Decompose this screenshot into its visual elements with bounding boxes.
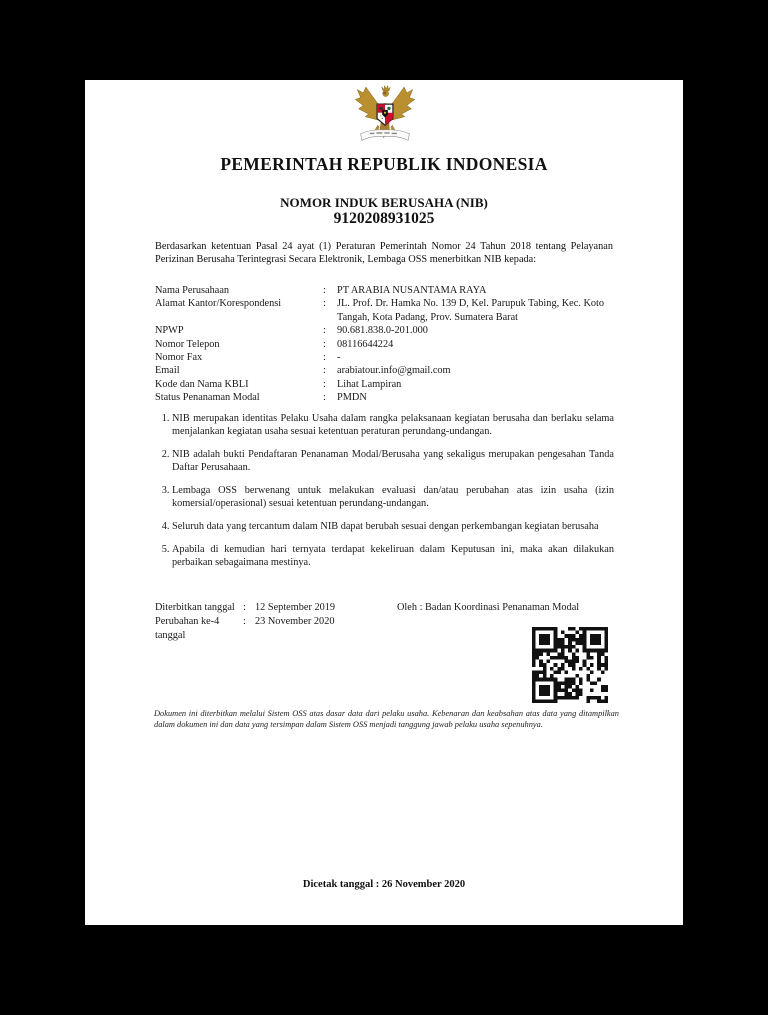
issued-date-colon: : — [243, 602, 246, 613]
detail-colon: : — [323, 352, 326, 364]
print-date: Dicetak tanggal : 26 November 2020 — [302, 879, 466, 890]
detail-row-email — [155, 364, 615, 377]
detail-colon: : — [323, 285, 326, 296]
garuda-pancasila-emblem — [352, 85, 418, 147]
detail-colon: : — [323, 365, 326, 377]
detail-label: Nomor Telepon — [155, 338, 220, 350]
detail-row-nama-perusahaan — [155, 284, 615, 297]
detail-colon: : — [323, 325, 326, 337]
detail-row-status-modal — [155, 391, 615, 404]
detail-label: Email — [155, 365, 180, 377]
provision-item: 3. Lembaga OSS berwenang untuk melakukan evaluasi dan/atau perubahan atas izin usaha (izin komersial/operasional) sesuai ketentuan perundang-undangan. — [172, 484, 614, 511]
government-title: PEMERINTAH REPUBLIK INDONESIA — [220, 154, 548, 174]
issued-date-value: 12 September 2019 — [255, 602, 336, 613]
certificate-page — [85, 80, 683, 925]
detail-value: 08116644224 — [337, 338, 394, 350]
detail-value: - — [337, 352, 341, 364]
detail-row-telepon — [155, 338, 615, 351]
detail-value: JL. Prof. Dr. Hamka No. 139 D, Kel. Parupuk Tabing, Kec. Koto Tangah, Kota Padang, Prov. Sumatera Barat — [337, 298, 605, 323]
revision-date-colon: : — [243, 615, 246, 627]
detail-value: 90.681.838.0-201.000 — [337, 325, 428, 337]
detail-label: Nomor Fax — [155, 352, 203, 364]
detail-row-npwp — [155, 324, 615, 337]
detail-colon: : — [323, 338, 326, 350]
company-details-table — [155, 284, 615, 405]
issuing-authority: Oleh : Badan Koordinasi Penanaman Modal — [397, 602, 580, 613]
detail-label: Nama Perusahaan — [155, 285, 230, 296]
detail-value: PMDN — [337, 392, 367, 404]
detail-row-alamat — [155, 297, 615, 324]
bhinneka-ribbon — [361, 130, 410, 141]
provision-item: 5. Apabila di kemudian hari ternyata terdapat kekeliruan dalam Keputusan ini, maka akan dilakukan perbaikan sebagaimana mestinya. — [172, 543, 614, 570]
provisions-list — [155, 412, 614, 579]
detail-colon: : — [323, 378, 326, 390]
detail-label: NPWP — [155, 325, 184, 337]
nib-number: 9120208931025 — [333, 210, 435, 227]
disclaimer-text: Dokumen ini diterbitkan melalui Sistem OSS atas dasar data dari pelaku usaha. Kebenaran dan keabsahan atas data yang ditampilkan dalam dokumen ini dan data yang tersimpan dalam Sistem OSS menjadi tanggung jawab pelaku usaha sepenuhnya. — [154, 709, 619, 729]
provision-item: 1. NIB merupakan identitas Pelaku Usaha dalam rangka pelaksanaan kegiatan berusaha dan berlaku selama menjalankan kegiatan usaha sesuai ketentuan peraturan perundang-undangan. — [172, 412, 614, 439]
pancasila-shield — [377, 104, 393, 125]
issued-date-label: Diterbitkan tanggal — [155, 602, 235, 613]
revision-date-label: Perubahan ke-4 tanggal — [155, 615, 220, 641]
detail-row-kbli — [155, 378, 615, 391]
provision-item: 4. Seluruh data yang tercantum dalam NIB dapat berubah sesuai dengan perkembangan kegiatan berusaha — [172, 520, 614, 533]
document-type-title: NOMOR INDUK BERUSAHA (NIB) — [280, 195, 488, 210]
detail-label: Status Penanaman Modal — [155, 392, 260, 404]
detail-label: Alamat Kantor/Korespondensi — [155, 298, 282, 310]
provision-item: 2. NIB adalah bukti Pendaftaran Penanaman Modal/Berusaha yang sekaligus merupakan pengesahan Tanda Daftar Perusahaan. — [172, 448, 614, 475]
detail-value: arabiatour.info@gmail.com — [337, 365, 451, 377]
detail-label: Kode dan Nama KBLI — [155, 378, 249, 390]
detail-value: PT ARABIA NUSANTAMA RAYA — [337, 285, 487, 296]
detail-colon: : — [323, 392, 326, 404]
qr-code — [532, 627, 608, 703]
intro-paragraph: Berdasarkan ketentuan Pasal 24 ayat (1) Peraturan Pemerintah Nomor 24 Tahun 2018 tentang Pelayanan Perizinan Berusaha Terintegrasi Secara Elektronik, Lembaga OSS menerbitkan NIB kepada: — [155, 241, 613, 266]
detail-row-fax — [155, 351, 615, 364]
revision-date-value: 23 November 2020 — [255, 615, 335, 627]
detail-value: Lihat Lampiran — [337, 378, 402, 390]
detail-colon: : — [323, 298, 326, 310]
